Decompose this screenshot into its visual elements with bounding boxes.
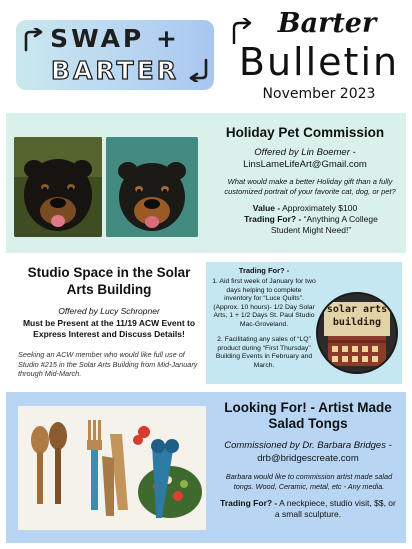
studio-trading-box [206,262,402,384]
pet-commission-email[interactable]: LinsLameLifeArt@Gmail.com [243,159,367,170]
value-text: Approximately $100 [280,203,358,213]
salad-tongs-trading [220,498,396,520]
salad-tongs-title: Looking For! - Artist Made Salad Tongs [224,400,392,431]
studio-space-title: Studio Space in the Solar Arts Building [27,265,191,297]
solar-arts-logo [316,292,398,374]
studio-space-notice: Must be Present at the 11/19 ACW Event to Express Interest and Discuss Details! [22,318,196,339]
studio-space-offered-by: Offered by Lucy Schropner [58,306,160,316]
logo-text-building: building [332,317,382,328]
pet-commission-description: What would make a better Holiday gift than a fully customized portrait of your favorite cat, dog, or pet? [224,177,396,196]
salad-tongs-commissioned-by: Commissioned by Dr. Barbara Bridges - [224,440,392,451]
trading-text: “Anything A College Student Might Need!” [270,214,378,235]
trading-item: 2. Facilitating any sales of “LQ” product during “First Thursday” Building Events in February and March. [215,336,313,369]
page-title: Bulletin [238,40,400,84]
salad-tongs-photo [18,406,206,530]
trading-label: Trading For? - [220,498,278,508]
title-barter: Barter [277,8,377,39]
pet-commission-offered-by: Offered by Lin Boemer - [254,147,356,158]
dog-photo [14,137,102,237]
salad-tongs-description: Barbara would like to commission artist made salad tongs. Wood, Ceramic, metal, etc - Any media. [225,472,393,491]
bulletin-header [0,0,412,110]
pet-commission-trading [236,214,386,236]
swap-barter-logo [16,20,214,90]
studio-space-section [6,258,406,386]
pet-commission-title: Holiday Pet Commission [225,125,385,140]
trading-label: Trading For? - [244,214,302,224]
studio-trading-header: Trading For? - [238,266,290,275]
arrow-down-left-icon [188,58,210,82]
pet-commission-value [204,203,406,213]
trading-item: 1. Aid first week of January for two days helping to complete inventory for “Luce Quilts”. (Approx. 10 hours)- 1/2 Day Solar Arts, 1 + 1/2 Days St. Paul Studio Mac-Groveland. [212,278,316,328]
trading-text: A neckpiece, studio visit, $$, or a small sculpture. [274,498,396,519]
logo-barter-text: BARTER [51,56,179,85]
pet-commission-section [6,113,406,253]
issue-date: November 2023 [262,86,376,102]
value-label: Value - [252,203,281,213]
salad-tongs-email[interactable]: drb@bridgescreate.com [257,453,359,464]
salad-tongs-section [6,392,406,543]
logo-swap-text: SWAP + [50,24,180,53]
studio-space-description: Seeking an ACW member who would like full use of Studio #215 in the Solar Arts Building from Mid-January through Mid-March. [18,350,198,378]
logo-text-solar-arts: solar arts [326,304,388,315]
dog-painting [106,137,198,237]
